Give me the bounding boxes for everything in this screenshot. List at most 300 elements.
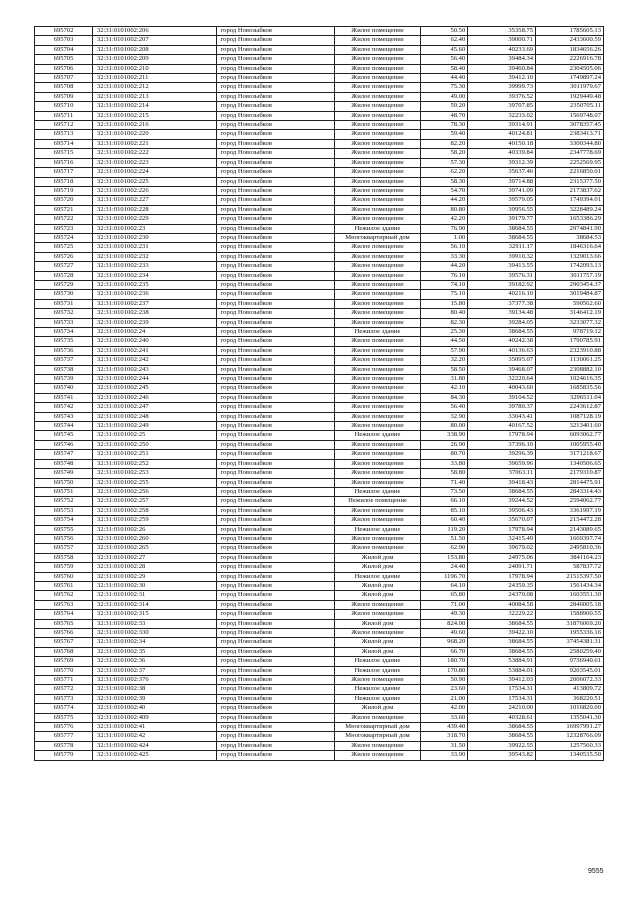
cell-cadastral-value: 2308882.10 xyxy=(536,365,604,374)
cell-row-number: 695740 xyxy=(35,384,93,393)
cell-cadastral-value: 1569748.07 xyxy=(536,111,604,120)
cell-cadastral-value: 2433600.59 xyxy=(536,36,604,45)
cell-cadastral-value: 1669397.74 xyxy=(536,534,604,543)
table-row xyxy=(35,384,604,393)
cell-area: 58.20 xyxy=(421,149,468,158)
cell-row-number: 695710 xyxy=(35,102,93,111)
cell-row-number: 695719 xyxy=(35,186,93,195)
cell-object-type: Жилое помещение xyxy=(334,309,420,318)
cell-cadastral-value: 1742093.13 xyxy=(536,262,604,271)
cell-area: 64.10 xyxy=(421,581,468,590)
table-row xyxy=(35,130,604,139)
cell-cadastral-number: 32:31:0101002:249 xyxy=(92,422,216,431)
cell-area: 56.40 xyxy=(421,403,468,412)
cell-unit-value: 40150.18 xyxy=(468,139,536,148)
cell-cadastral-number: 32:31:0101002:213 xyxy=(92,92,216,101)
cell-row-number: 695715 xyxy=(35,149,93,158)
cell-cadastral-value: 1329013.66 xyxy=(536,252,604,261)
cell-cadastral-number: 32:31:0101002:330 xyxy=(92,629,216,638)
registry-table-container xyxy=(34,26,604,761)
table-row xyxy=(35,233,604,242)
cell-cadastral-number: 32:31:0101002:376 xyxy=(92,676,216,685)
cell-row-number: 695776 xyxy=(35,723,93,732)
cell-address: город Новозыбков xyxy=(216,487,334,496)
cell-row-number: 695758 xyxy=(35,553,93,562)
cell-area: 58.80 xyxy=(421,469,468,478)
cell-cadastral-value: 2216850.01 xyxy=(536,168,604,177)
cell-cadastral-value: 2173837.62 xyxy=(536,186,604,195)
cell-area: 54.70 xyxy=(421,186,468,195)
cell-area: 65.80 xyxy=(421,591,468,600)
table-row xyxy=(35,657,604,666)
cell-object-type: Нежилое здание xyxy=(334,431,420,440)
cell-address: город Новозыбков xyxy=(216,27,334,36)
cell-object-type: Жилое помещение xyxy=(334,318,420,327)
cell-address: город Новозыбков xyxy=(216,102,334,111)
cell-cadastral-value: 2594062.77 xyxy=(536,497,604,506)
cell-cadastral-number: 32:31:0101002:239 xyxy=(92,318,216,327)
cell-area: 439.40 xyxy=(421,723,468,732)
cell-cadastral-number: 32:31:0101002:245 xyxy=(92,384,216,393)
cell-area: 78.30 xyxy=(421,121,468,130)
cell-unit-value: 39741.09 xyxy=(468,186,536,195)
cell-cadastral-value: 2903454.37 xyxy=(536,280,604,289)
cell-object-type: Жилое помещение xyxy=(334,629,420,638)
cell-object-type: Жилое помещение xyxy=(334,403,420,412)
cell-cadastral-value: 1355041.30 xyxy=(536,713,604,722)
cell-unit-value: 38684.55 xyxy=(468,233,536,242)
cell-address: город Новозыбков xyxy=(216,478,334,487)
cell-object-type: Жилое помещение xyxy=(334,92,420,101)
cell-unit-value: 39468.07 xyxy=(468,365,536,374)
cell-unit-value: 24359.35 xyxy=(468,581,536,590)
cell-address: город Новозыбков xyxy=(216,751,334,760)
cell-unit-value: 35637.46 xyxy=(468,168,536,177)
cell-cadastral-number: 32:31:0101002:409 xyxy=(92,713,216,722)
cell-address: город Новозыбков xyxy=(216,657,334,666)
cell-address: город Новозыбков xyxy=(216,271,334,280)
table-row xyxy=(35,280,604,289)
cell-object-type: Жилое помещение xyxy=(334,534,420,543)
cell-object-type: Жилое помещение xyxy=(334,149,420,158)
cell-cadastral-value: 413809.72 xyxy=(536,685,604,694)
cell-area: 318.70 xyxy=(421,732,468,741)
cell-row-number: 695725 xyxy=(35,243,93,252)
cell-area: 56.10 xyxy=(421,243,468,252)
cell-cadastral-number: 32:31:0101002:28 xyxy=(92,563,216,572)
cell-cadastral-number: 32:31:0101002:215 xyxy=(92,111,216,120)
cell-unit-value: 17978.94 xyxy=(468,525,536,534)
cell-unit-value: 39418.43 xyxy=(468,478,536,487)
cell-unit-value: 39284.05 xyxy=(468,318,536,327)
table-row xyxy=(35,497,604,506)
table-row xyxy=(35,215,604,224)
cell-address: город Новозыбков xyxy=(216,572,334,581)
cell-area: 15.80 xyxy=(421,299,468,308)
cell-address: город Новозыбков xyxy=(216,280,334,289)
cell-address: город Новозыбков xyxy=(216,638,334,647)
cell-cadastral-value: 2154472.28 xyxy=(536,516,604,525)
cell-area: 74.10 xyxy=(421,280,468,289)
cell-cadastral-value: 1846316.64 xyxy=(536,243,604,252)
cell-unit-value: 38684.55 xyxy=(468,328,536,337)
cell-area: 49.30 xyxy=(421,610,468,619)
cell-cadastral-number: 32:31:0101002:42 xyxy=(92,732,216,741)
table-row xyxy=(35,149,604,158)
cell-address: город Новозыбков xyxy=(216,412,334,421)
cell-object-type: Жилое помещение xyxy=(334,45,420,54)
cell-object-type: Жилое помещение xyxy=(334,422,420,431)
cell-cadastral-value: 3296511.04 xyxy=(536,393,604,402)
table-row xyxy=(35,676,604,685)
cell-cadastral-number: 32:31:0101002:252 xyxy=(92,459,216,468)
cell-cadastral-number: 32:31:0101002:246 xyxy=(92,393,216,402)
cell-object-type: Жилое помещение xyxy=(334,215,420,224)
cell-object-type: Жилое помещение xyxy=(334,158,420,167)
cell-cadastral-value: 1955336.16 xyxy=(536,629,604,638)
table-row xyxy=(35,403,604,412)
cell-object-type: Жилое помещение xyxy=(334,121,420,130)
cell-address: город Новозыбков xyxy=(216,186,334,195)
table-row xyxy=(35,469,604,478)
cell-row-number: 695736 xyxy=(35,346,93,355)
cell-cadastral-number: 32:31:0101002:234 xyxy=(92,271,216,280)
cell-cadastral-value: 2814475.91 xyxy=(536,478,604,487)
cell-address: город Новозыбков xyxy=(216,365,334,374)
cell-row-number: 695709 xyxy=(35,92,93,101)
cell-address: город Новозыбков xyxy=(216,139,334,148)
cell-cadastral-number: 32:31:0101002:253 xyxy=(92,469,216,478)
cell-object-type: Жилое помещение xyxy=(334,459,420,468)
cell-cadastral-number: 32:31:0101002:251 xyxy=(92,450,216,459)
cell-area: 153.80 xyxy=(421,553,468,562)
cell-cadastral-number: 32:31:0101002:244 xyxy=(92,375,216,384)
table-row xyxy=(35,610,604,619)
cell-address: город Новозыбков xyxy=(216,346,334,355)
cell-cadastral-number: 32:31:0101002:222 xyxy=(92,149,216,158)
cell-cadastral-number: 32:31:0101002:259 xyxy=(92,516,216,525)
cell-area: 80.70 xyxy=(421,450,468,459)
cell-area: 33.60 xyxy=(421,713,468,722)
cell-cadastral-number: 32:31:0101002:31 xyxy=(92,591,216,600)
cell-area: 31.80 xyxy=(421,375,468,384)
cell-object-type: Жилое помещение xyxy=(334,393,420,402)
table-row xyxy=(35,328,604,337)
cell-area: 50.50 xyxy=(421,27,468,36)
cell-cadastral-value: 1016820.00 xyxy=(536,704,604,713)
cell-object-type: Жилое помещение xyxy=(334,177,420,186)
cell-cadastral-value: 1588900.55 xyxy=(536,610,604,619)
cell-row-number: 695728 xyxy=(35,271,93,280)
cell-unit-value: 40124.81 xyxy=(468,130,536,139)
cell-object-type: Жилое помещение xyxy=(334,741,420,750)
cell-address: город Новозыбков xyxy=(216,168,334,177)
cell-row-number: 695750 xyxy=(35,478,93,487)
cell-cadastral-value: 38684.53 xyxy=(536,233,604,242)
table-row xyxy=(35,704,604,713)
cell-unit-value: 24091.71 xyxy=(468,563,536,572)
cell-cadastral-value: 1087128.19 xyxy=(536,412,604,421)
cell-unit-value: 39134.48 xyxy=(468,309,536,318)
cell-unit-value: 38684.55 xyxy=(468,619,536,628)
cell-cadastral-value: 2226916.78 xyxy=(536,55,604,64)
cell-object-type: Жилое помещение xyxy=(334,516,420,525)
cell-cadastral-value: 587837.72 xyxy=(536,563,604,572)
cell-object-type: Жилое помещение xyxy=(334,751,420,760)
cell-cadastral-value: 2350705.11 xyxy=(536,102,604,111)
table-row xyxy=(35,713,604,722)
cell-address: город Новозыбков xyxy=(216,121,334,130)
cell-address: город Новозыбков xyxy=(216,713,334,722)
cell-row-number: 695775 xyxy=(35,713,93,722)
cell-area: 82.30 xyxy=(421,318,468,327)
table-row xyxy=(35,506,604,515)
cell-row-number: 695761 xyxy=(35,581,93,590)
cell-cadastral-value: 1257560.33 xyxy=(536,741,604,750)
table-row xyxy=(35,591,604,600)
cell-area: 45.60 xyxy=(421,45,468,54)
cell-object-type: Жилое помещение xyxy=(334,74,420,83)
cell-address: город Новозыбков xyxy=(216,619,334,628)
cell-area: 48.70 xyxy=(421,111,468,120)
cell-row-number: 695722 xyxy=(35,215,93,224)
cell-object-type: Нежилое здание xyxy=(334,487,420,496)
cell-address: город Новозыбков xyxy=(216,384,334,393)
table-row xyxy=(35,83,604,92)
cell-cadastral-number: 32:31:0101002:210 xyxy=(92,64,216,73)
cell-object-type: Жилое помещение xyxy=(334,610,420,619)
cell-row-number: 695766 xyxy=(35,629,93,638)
cell-area: 180.70 xyxy=(421,657,468,666)
cell-area: 25.30 xyxy=(421,328,468,337)
cell-cadastral-value: 1834656.26 xyxy=(536,45,604,54)
cell-row-number: 695707 xyxy=(35,74,93,83)
cell-address: город Новозыбков xyxy=(216,177,334,186)
table-row xyxy=(35,45,604,54)
cell-cadastral-number: 32:31:0101002:237 xyxy=(92,299,216,308)
cell-row-number: 695747 xyxy=(35,450,93,459)
cell-unit-value: 35095.07 xyxy=(468,356,536,365)
cell-area: 42.00 xyxy=(421,704,468,713)
cell-unit-value: 37396.10 xyxy=(468,440,536,449)
cell-row-number: 695723 xyxy=(35,224,93,233)
cell-cadastral-number: 32:31:0101002:257 xyxy=(92,497,216,506)
cell-unit-value: 38684.55 xyxy=(468,487,536,496)
cell-unit-value: 17978.94 xyxy=(468,572,536,581)
cell-address: город Новозыбков xyxy=(216,704,334,713)
cell-cadastral-number: 32:31:0101002:424 xyxy=(92,741,216,750)
cell-object-type: Нежилое здание xyxy=(334,572,420,581)
cell-unit-value: 38684.55 xyxy=(468,732,536,741)
cell-row-number: 695714 xyxy=(35,139,93,148)
cell-cadastral-number: 32:31:0101002:229 xyxy=(92,215,216,224)
cell-area: 59.40 xyxy=(421,130,468,139)
cell-row-number: 695749 xyxy=(35,469,93,478)
cell-cadastral-number: 32:31:0101002:33 xyxy=(92,619,216,628)
cell-cadastral-value: 590562.60 xyxy=(536,299,604,308)
cell-cadastral-number: 32:31:0101002:230 xyxy=(92,233,216,242)
table-row xyxy=(35,741,604,750)
cell-cadastral-value: 1561434.34 xyxy=(536,581,604,590)
cell-area: 33.30 xyxy=(421,252,468,261)
cell-cadastral-number: 32:31:0101002:29 xyxy=(92,572,216,581)
cell-area: 1.00 xyxy=(421,233,468,242)
cell-cadastral-number: 32:31:0101002:258 xyxy=(92,506,216,515)
cell-cadastral-value: 368220.51 xyxy=(536,694,604,703)
table-row xyxy=(35,337,604,346)
cell-row-number: 695727 xyxy=(35,262,93,271)
cell-unit-value: 40167.52 xyxy=(468,422,536,431)
table-row xyxy=(35,431,604,440)
table-row xyxy=(35,450,604,459)
table-row xyxy=(35,694,604,703)
cell-row-number: 695720 xyxy=(35,196,93,205)
cell-address: город Новозыбков xyxy=(216,450,334,459)
cell-cadastral-number: 32:31:0101002:240 xyxy=(92,337,216,346)
cell-row-number: 695753 xyxy=(35,506,93,515)
cell-unit-value: 32229.22 xyxy=(468,610,536,619)
cell-row-number: 695764 xyxy=(35,610,93,619)
cell-area: 58.30 xyxy=(421,177,468,186)
cell-cadastral-value: 2580259.49 xyxy=(536,647,604,656)
table-row xyxy=(35,252,604,261)
cell-address: город Новозыбков xyxy=(216,497,334,506)
cell-area: 71.00 xyxy=(421,600,468,609)
table-row xyxy=(35,365,604,374)
cell-cadastral-number: 32:31:0101002:425 xyxy=(92,751,216,760)
cell-address: город Новозыбков xyxy=(216,309,334,318)
cell-cadastral-value: 1024616.35 xyxy=(536,375,604,384)
cell-unit-value: 39484.34 xyxy=(468,55,536,64)
cell-cadastral-value: 1005955.40 xyxy=(536,440,604,449)
cell-row-number: 695741 xyxy=(35,393,93,402)
cell-cadastral-value: 2143089.65 xyxy=(536,525,604,534)
cell-address: город Новозыбков xyxy=(216,356,334,365)
cell-row-number: 695713 xyxy=(35,130,93,139)
cell-row-number: 695729 xyxy=(35,280,93,289)
cell-unit-value: 39460.84 xyxy=(468,64,536,73)
cell-row-number: 695748 xyxy=(35,459,93,468)
cell-address: город Новозыбков xyxy=(216,55,334,64)
cell-cadastral-value: 1685835.56 xyxy=(536,384,604,393)
cell-unit-value: 35358.75 xyxy=(468,27,536,36)
cell-unit-value: 35670.07 xyxy=(468,516,536,525)
cell-unit-value: 40328.61 xyxy=(468,713,536,722)
cell-row-number: 695724 xyxy=(35,233,93,242)
cell-address: город Новозыбков xyxy=(216,337,334,346)
cell-cadastral-value: 3228489.24 xyxy=(536,205,604,214)
cell-row-number: 695703 xyxy=(35,36,93,45)
cell-cadastral-value: 3019484.87 xyxy=(536,290,604,299)
cell-area: 1196.70 xyxy=(421,572,468,581)
cell-unit-value: 38684.55 xyxy=(468,647,536,656)
cell-cadastral-number: 32:31:0101002:231 xyxy=(92,243,216,252)
cell-object-type: Жилой дом xyxy=(334,619,420,628)
cell-address: город Новозыбков xyxy=(216,563,334,572)
table-row xyxy=(35,581,604,590)
cell-unit-value: 39314.91 xyxy=(468,121,536,130)
cell-row-number: 695760 xyxy=(35,572,93,581)
cell-row-number: 695770 xyxy=(35,666,93,675)
cell-row-number: 695704 xyxy=(35,45,93,54)
cell-object-type: Жилое помещение xyxy=(334,168,420,177)
cell-cadastral-value: 1790785.91 xyxy=(536,337,604,346)
cell-address: город Новозыбков xyxy=(216,553,334,562)
cell-cadastral-value: 1929449.48 xyxy=(536,92,604,101)
cell-area: 49.60 xyxy=(421,629,468,638)
table-row xyxy=(35,186,604,195)
cell-address: город Новозыбков xyxy=(216,591,334,600)
cell-row-number: 695762 xyxy=(35,591,93,600)
cell-unit-value: 39422.10 xyxy=(468,629,536,638)
cell-row-number: 695726 xyxy=(35,252,93,261)
cell-cadastral-value: 21515397.50 xyxy=(536,572,604,581)
cell-cadastral-number: 32:31:0101002:36 xyxy=(92,657,216,666)
cell-address: город Новозыбков xyxy=(216,92,334,101)
cell-cadastral-number: 32:31:0101002:260 xyxy=(92,534,216,543)
cell-cadastral-number: 32:31:0101002:223 xyxy=(92,158,216,167)
cell-object-type: Жилой дом xyxy=(334,553,420,562)
table-row xyxy=(35,572,604,581)
cell-object-type: Жилое помещение xyxy=(334,478,420,487)
cell-area: 62.40 xyxy=(421,36,468,45)
cell-unit-value: 39780.37 xyxy=(468,403,536,412)
cell-object-type: Жилой дом xyxy=(334,563,420,572)
cell-cadastral-value: 16997991.27 xyxy=(536,723,604,732)
cell-object-type: Жилое помещение xyxy=(334,544,420,553)
cell-unit-value: 40242.38 xyxy=(468,337,536,346)
cell-address: город Новозыбков xyxy=(216,45,334,54)
table-row xyxy=(35,440,604,449)
cell-row-number: 695732 xyxy=(35,309,93,318)
cell-address: город Новозыбков xyxy=(216,403,334,412)
cell-object-type: Жилое помещение xyxy=(334,280,420,289)
cell-row-number: 695767 xyxy=(35,638,93,647)
cell-object-type: Нежилое здание xyxy=(334,685,420,694)
cell-row-number: 695774 xyxy=(35,704,93,713)
cell-cadastral-value: 2179310.87 xyxy=(536,469,604,478)
cell-unit-value: 24975.06 xyxy=(468,553,536,562)
cell-cadastral-number: 32:31:0101002:34 xyxy=(92,638,216,647)
cell-row-number: 695718 xyxy=(35,177,93,186)
cell-cadastral-value: 31876069.20 xyxy=(536,619,604,628)
cell-unit-value: 39922.55 xyxy=(468,741,536,750)
cell-row-number: 695711 xyxy=(35,111,93,120)
cell-cadastral-number: 32:31:0101002:208 xyxy=(92,45,216,54)
table-row xyxy=(35,299,604,308)
cell-address: город Новозыбков xyxy=(216,299,334,308)
cell-unit-value: 39659.96 xyxy=(468,459,536,468)
cell-address: город Новозыбков xyxy=(216,647,334,656)
cell-cadastral-number: 32:31:0101002:227 xyxy=(92,196,216,205)
table-row xyxy=(35,375,604,384)
cell-unit-value: 39506.43 xyxy=(468,506,536,515)
cell-unit-value: 39579.05 xyxy=(468,196,536,205)
cell-cadastral-number: 32:31:0101002:214 xyxy=(92,102,216,111)
table-row xyxy=(35,638,604,647)
cell-cadastral-value: 1785605.13 xyxy=(536,27,604,36)
cell-area: 60.40 xyxy=(421,516,468,525)
cell-cadastral-number: 32:31:0101002:25 xyxy=(92,431,216,440)
cell-area: 56.40 xyxy=(421,55,468,64)
cell-cadastral-number: 32:31:0101002:27 xyxy=(92,553,216,562)
cell-cadastral-value: 1749394.01 xyxy=(536,196,604,205)
cell-cadastral-value: 3146412.19 xyxy=(536,309,604,318)
table-row xyxy=(35,121,604,130)
cell-row-number: 695769 xyxy=(35,657,93,666)
cell-area: 76.90 xyxy=(421,224,468,233)
cell-address: город Новозыбков xyxy=(216,328,334,337)
